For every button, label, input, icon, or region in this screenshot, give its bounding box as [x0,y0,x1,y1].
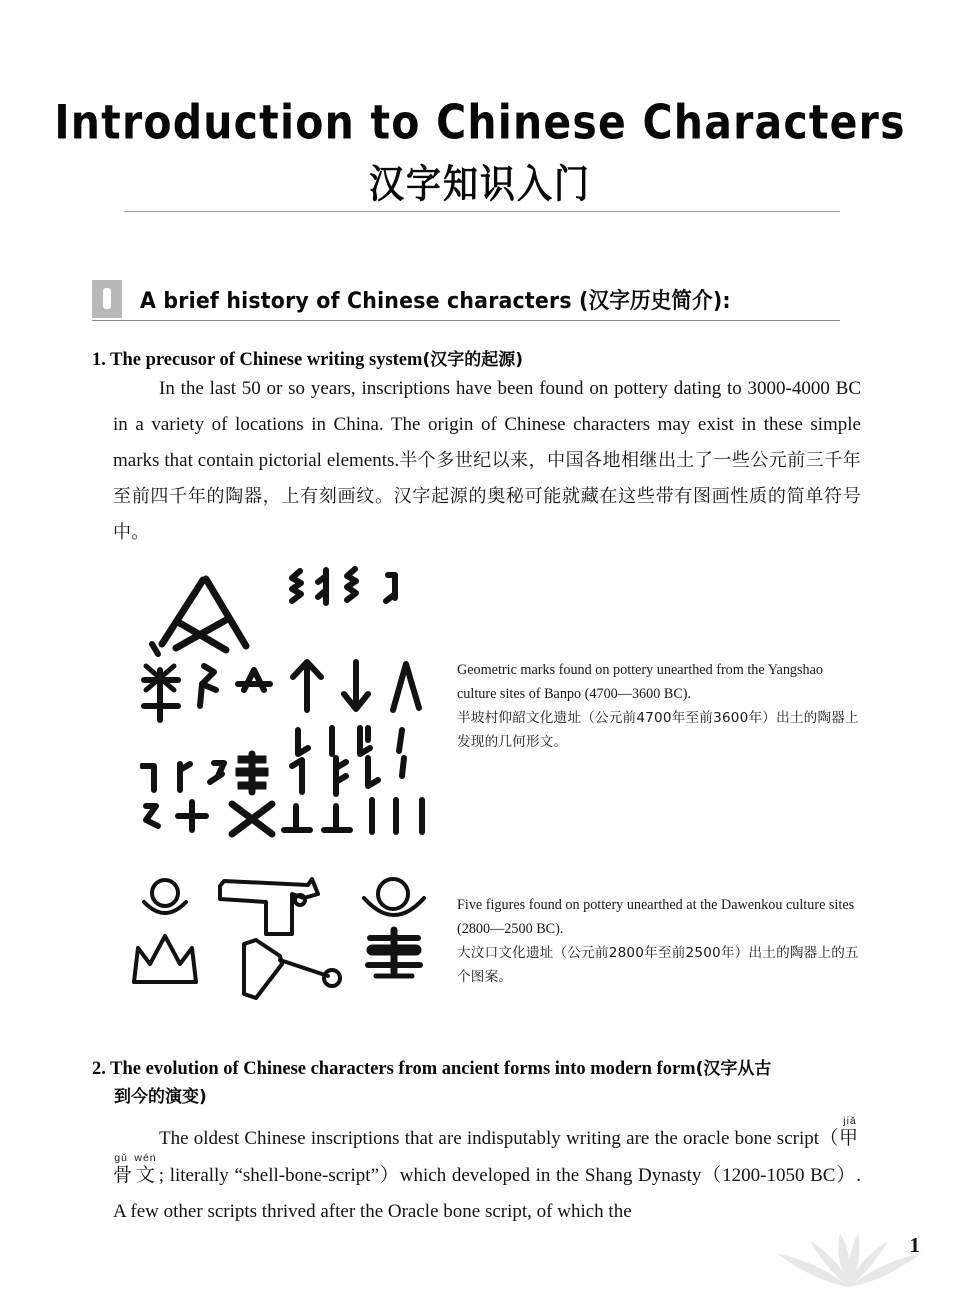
section-header [92,280,852,324]
section-header-title: A brief history of Chinese characters (汉字历史简介): [140,287,731,314]
page-title-english: Introduction to Chinese Characters [54,94,906,151]
paragraph-evolution-part1: The oldest Chinese inscriptions that are indisputably writing are the oracle bone script（ [159,1128,839,1149]
jiaguwen-characters: 甲骨文 [113,1127,861,1186]
jiaguwen-pinyin: jiǎ gǔ wén [113,1115,861,1164]
section-number-badge-icon [92,280,122,318]
paragraph-evolution [113,1115,861,1230]
dawenkou-caption-english: Five figures found on pottery unearthed at the Dawenkou culture sites (2800—2500 BC). [457,897,855,937]
subheading-2-number: 2. [92,1059,106,1079]
subheading-2-chinese-line2: 到今的演变) [114,1086,207,1107]
section-header-underline [92,320,840,321]
banpo-caption-english: Geometric marks found on pottery unearthed from the Yangshao culture sites of Banpo (4700—3600 BC). [457,662,824,702]
paragraph-evolution-part2: ; literally “shell-bone-script”）which developed in the Shang Dynasty（1200-1050 BC）. A few other scripts thrived after the Oracle bone script, of which the [113,1165,861,1222]
subheading-1-number: 1. [92,350,106,370]
subheading-1-text: The precusor of Chinese writing system [110,350,423,370]
title-divider [124,211,840,212]
page-title [0,94,960,208]
subheading-2-chinese: (汉字从古 [695,1059,772,1079]
paragraph-precursor [113,371,861,551]
subheading-2-text: The evolution of Chinese characters from ancient forms into modern form [110,1059,696,1079]
banpo-caption-chinese: 半坡村仰韶文化遗址（公元前4700年至前3600年）出土的陶器上发现的几何形文。 [457,710,859,750]
banpo-figure-caption [457,658,861,754]
dawenkou-pottery-figures-figure [132,872,442,1004]
page-title-chinese: 汉字知识入门 [368,163,591,208]
banpo-pottery-marks-figure [140,558,440,848]
page-number: 1 [909,1233,920,1257]
dawenkou-figure-caption [457,893,861,989]
paragraph-precursor-english: In the last 50 or so years, inscriptions have been found on pottery dating to 3000-4000 BC in a variety of locations in China. The origin of Chinese characters may exist in these simple marks that contain pictorial elements. [113,378,861,471]
subheading-2 [92,1055,887,1110]
subheading-1-chinese: (汉字的起源) [422,350,523,370]
dawenkou-caption-chinese: 大汶口文化遗址（公元前2800年至前2500年）出土的陶器上的五个图案。 [457,945,859,985]
paragraph-precursor-chinese: 半个多世纪以来，中国各地相继出土了一些公元前三千年至前四千年的陶器，上有刻画纹。汉字起源的奥秘可能就藏在这些带有图画性质的简单符号中。 [113,450,862,543]
